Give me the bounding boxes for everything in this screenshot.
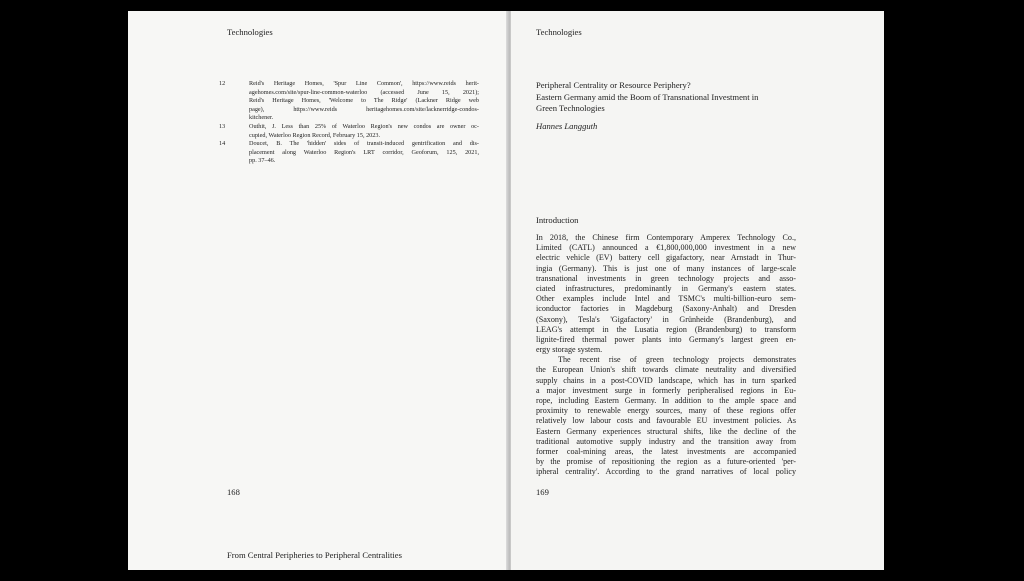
paragraph-line: ipheral centrality'. According to the grand narratives of local policy: [536, 467, 796, 477]
footnote-line: pp. 37–46.: [249, 157, 276, 165]
footnote-line: Reid's Heritage Homes, 'Welcome to The Ridge' (Lackner Ridge web: [249, 97, 479, 105]
running-head: Technologies: [536, 27, 582, 37]
footnotes: [219, 80, 479, 166]
paragraph-line: ciated infrastructures, predominantly in Germany's eastern states.: [536, 283, 796, 293]
page-number: 169: [536, 487, 549, 497]
paragraph-line: (Saxony), Tesla's 'Gigafactory' in Grünheide (Brandenburg), and: [536, 314, 796, 324]
book-footer-title: From Central Peripheries to Peripheral Centralities: [227, 550, 402, 560]
section-heading: Introduction: [536, 215, 579, 225]
footnote-line: placement along Waterloo Region's LRT corridor, Geoforum, 125, 2021,: [249, 148, 479, 156]
footnote: [219, 80, 479, 123]
paragraph-line: ingia (Germany). This is just one of many instances of large-scale: [536, 263, 796, 273]
paragraph-line: traditional automotive supply industry and the transition away from: [536, 436, 796, 446]
chapter-title-line: Green Technologies: [536, 103, 605, 114]
right-page: [511, 11, 884, 570]
footnote-number: 12: [219, 80, 226, 87]
body-text: [536, 233, 796, 478]
paragraph-line: by the promise of repositioning the region as a future-oriented 'per-: [536, 457, 796, 467]
paragraph-line: former coal-mining areas, the latest investments are accompanied: [536, 446, 796, 456]
footnote-line: cupied, Waterloo Region Record, February 15, 2023.: [249, 131, 381, 139]
paragraph-line: supply chains in a post-COVID landscape, which has in turn sparked: [536, 375, 796, 385]
footnote-line: kitchener.: [249, 114, 274, 122]
page-number: 168: [227, 487, 240, 497]
footnote-line: Reid's Heritage Homes, 'Spur Line Common', https://www.reids herit-: [249, 80, 479, 87]
footnote-number: 13: [219, 122, 226, 130]
chapter-title-line: Eastern Germany amid the Boom of Transnational Investment in: [536, 91, 759, 102]
left-page: [128, 11, 508, 570]
running-head: Technologies: [227, 27, 273, 37]
paragraph-line: a major investment surge in formerly peripheralised regions in Eu-: [536, 385, 796, 395]
footnote: [219, 122, 479, 140]
paragraph-line: the European Union's shift towards climate neutrality and diversified: [536, 365, 796, 375]
footnote-number: 14: [219, 140, 226, 148]
paragraph-line: rope, including Eastern Germany. In addition to the ample space and: [536, 396, 796, 405]
chapter-title: [536, 80, 758, 115]
paragraph-line: relatively low labour costs and favourable EU investment policies. As: [536, 416, 796, 426]
paragraph-line: In 2018, the Chinese firm Contemporary Amperex Technology Co.,: [536, 233, 796, 242]
footnote-line: Doucet, B. The 'hidden' sides of transit-induced gentrification and dis-: [249, 140, 479, 148]
paragraph-line: LEAG's attempt in the Lusatia region (Brandenburg) to transform: [536, 324, 796, 334]
paragraph-line: The recent rise of green technology projects demonstrates: [558, 355, 796, 365]
paragraph-line: Limited (CATL) announced a €1,800,000,000 investment in a new: [536, 243, 796, 253]
footnote: [219, 140, 479, 166]
chapter-author: Hannes Langguth: [536, 121, 598, 131]
paragraph-line: electric vehicle (EV) battery cell gigafactory, near Arnstadt in Thur-: [536, 253, 796, 263]
footnote-line: page), https://www.reids heritagehomes.com/site/lacknerridge-condos-: [249, 105, 479, 113]
footnote-line: Outhit, J. Less than 25% of Waterloo Region's new condos are owner oc-: [249, 122, 479, 130]
paragraph-line: Other examples include Intel and TSMC's multi-billion-euro sem-: [536, 294, 796, 304]
paragraph-line: ergy storage system.: [536, 345, 603, 355]
paragraph-line: iconductor factories in Magdeburg (Saxony-Anhalt) and Dresden: [536, 304, 796, 314]
paragraph-line: proximity to renewable energy sources, many of these regions offer: [536, 406, 796, 416]
paragraph-line: lignite-fired thermal power plants into Germany's largest green en-: [536, 334, 796, 344]
paragraph-line: Eastern Germany experiences structural shifts, like the decline of the: [536, 426, 796, 436]
paragraph-line: transnational investments in green technology projects and asso-: [536, 273, 796, 283]
chapter-title-line: Peripheral Centrality or Resource Periphery?: [536, 80, 691, 90]
footnote-line: agehomes.com/site/spur-line-common-waterloo (accessed June 15, 2021);: [249, 88, 479, 96]
